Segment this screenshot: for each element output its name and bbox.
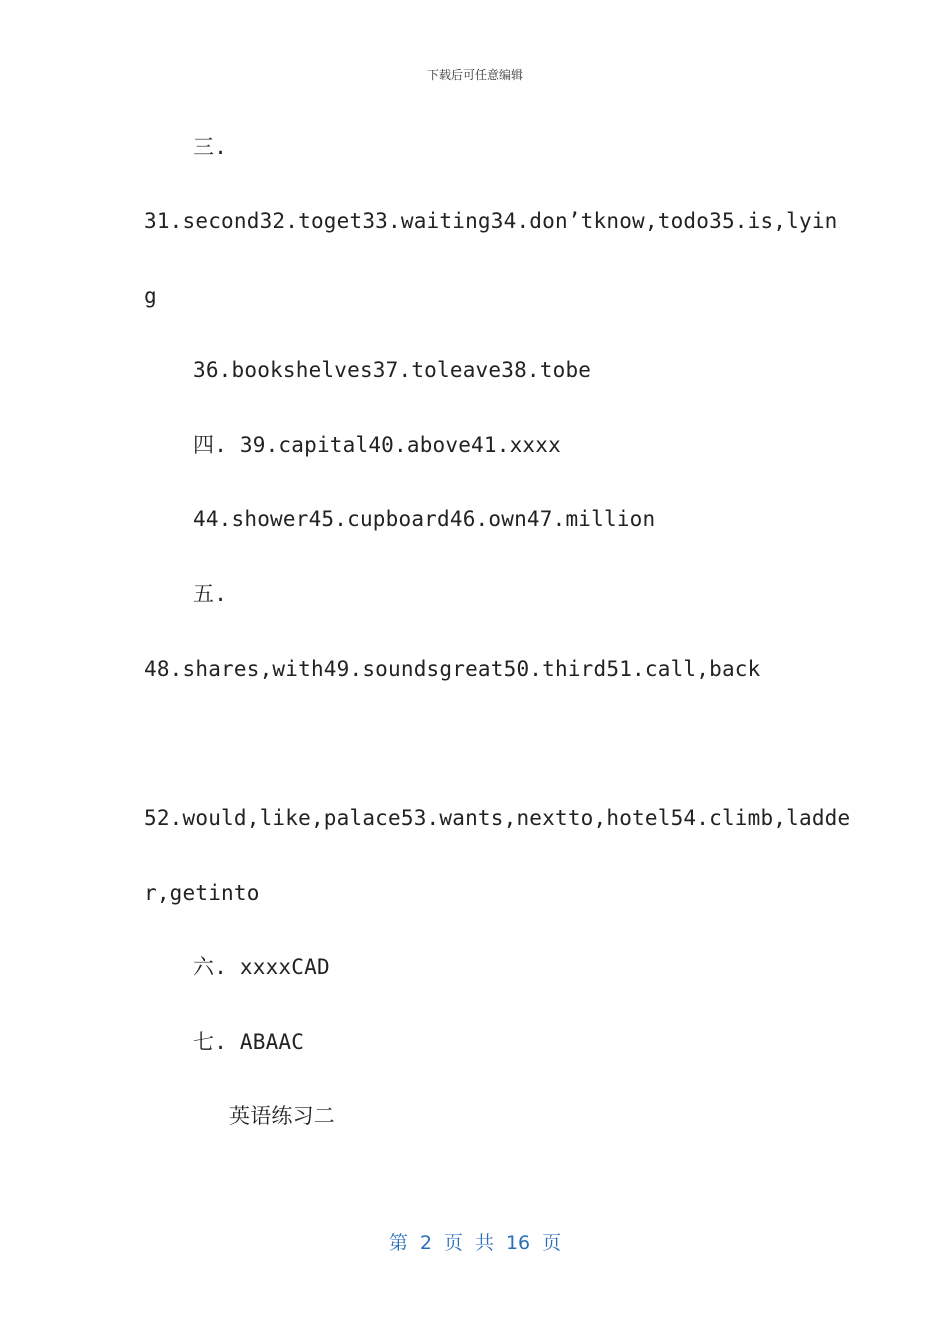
answer-line: g xyxy=(144,284,157,308)
section-7-answers: 七. ABAAC xyxy=(193,1030,305,1054)
answer-line: 36.bookshelves37.toleave38.tobe xyxy=(193,358,592,382)
exercise-title: 英语练习二 xyxy=(229,1104,335,1128)
footer-suffix: 页 xyxy=(542,1232,562,1254)
page-header: 下载后可任意编辑 xyxy=(426,68,523,82)
answer-line: 44.shower45.cupboard46.own47.million xyxy=(193,507,656,531)
footer-total-pages: 16 xyxy=(505,1232,531,1254)
footer-prefix: 第 xyxy=(388,1232,408,1254)
page-footer xyxy=(0,1228,950,1255)
answer-line: 31.second32.toget33.waiting34.don’tknow,todo35.is,lyin xyxy=(144,209,838,233)
section-3-heading: 三. xyxy=(193,135,228,159)
section-4-answers: 四. 39.capital40.above41.xxxx xyxy=(193,433,561,457)
section-6-answers: 六. xxxxCAD xyxy=(193,955,330,979)
footer-middle: 页 共 xyxy=(443,1232,494,1254)
footer-page-number: 2 xyxy=(419,1232,432,1254)
answer-line: r,getinto xyxy=(144,881,260,905)
answer-line: 52.would,like,palace53.wants,nextto,hotel54.climb,ladde xyxy=(144,806,851,830)
answer-line: 48.shares,with49.soundsgreat50.third51.call,back xyxy=(144,657,761,681)
section-5-heading: 五. xyxy=(193,582,228,606)
